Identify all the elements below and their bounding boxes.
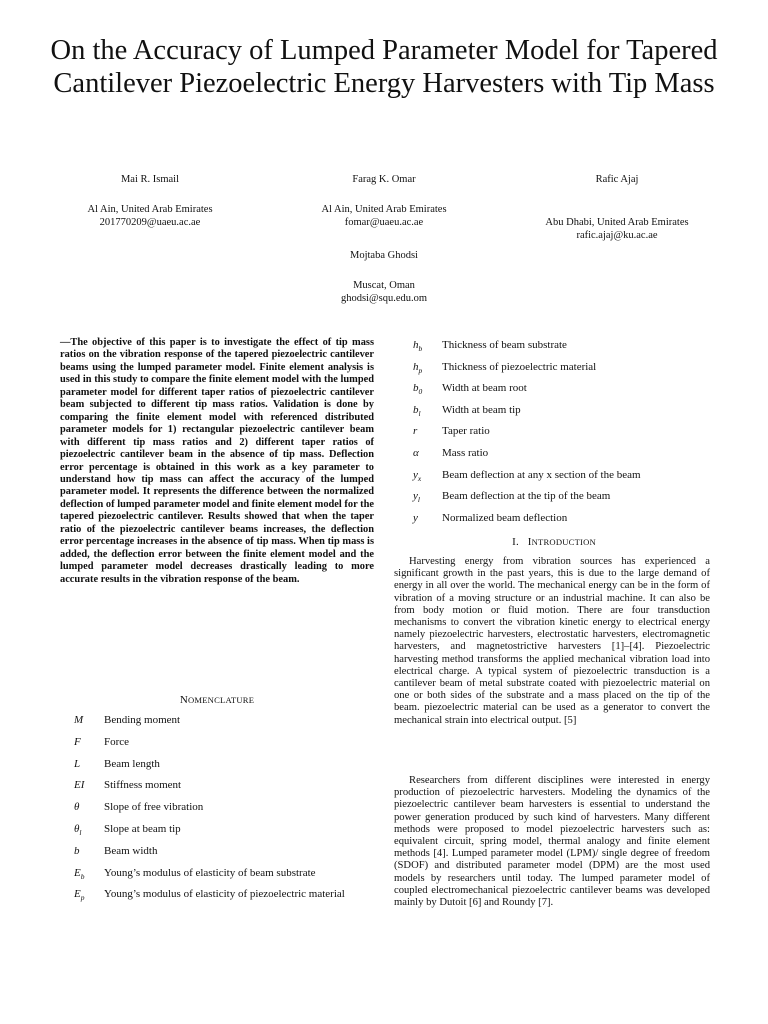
author-block-3 (512, 173, 722, 242)
symbol-base: E (74, 866, 81, 879)
nomenclature-definition: Young’s modulus of elasticity of piezoelectric material (104, 888, 345, 901)
nomenclature-symbol (413, 404, 421, 420)
nomenclature-definition: Beam width (104, 844, 158, 857)
intro-paragraph: Harvesting energy from vibration sources has experienced a significant growth in the past years, this is due to the large demand of energy in all over the world. The mechanical energy can be in the form of vibration of a moving structure or an industrial machine. It can also be from body motion or fluid motion. There are four transduction mechanisms to convert the vibration kinetic energy to electrical energy namely piezoelectric harvesters, electrostatic harvesters, electromagnetic harvesters, and magnetostrictive harvesters [1]–[4]. Piezoelectric harvesting method transforms the applied mechanical vibration load into electrical charge. A typical system of piezoelectric transduction is a cantilever beam of metal substrate coated with piezoelectric material on one or both sides of the substrate and a mass placed on the tip of the beam. piezoelectric material can be used as a generator to convert the mechanical strain into electrical output. [5] (394, 556, 710, 726)
nomenclature-definition: Beam deflection at the tip of the beam (442, 490, 611, 503)
nomenclature-definition: Width at beam root (442, 382, 527, 395)
author-affiliation: Al Ain, United Arab Emirates (321, 204, 447, 215)
symbol-base: M (74, 714, 84, 726)
author-affiliation: Abu Dhabi, United Arab Emirates (545, 217, 689, 228)
symbol-subscript: l (418, 408, 421, 418)
symbol-base: F (74, 735, 81, 748)
abstract: —The objective of this paper is to investigate the effect of tip mass ratios on the vibration response of the tapered piezoelectric cantilever beams using the lumped parameter model. Finite element analysis is used in this study to compare the finite element model with the lumped parameter model for different taper ratios of piezoelectric cantilever beam subjected to different tip mass ratios. Validation is done by comparing the finite element model with referenced distributed parameter models for 1) rectangular piezoelectric cantilever beam with different tip mass ratios and 2) different taper ratios of piezoelectric cantilever beam in the absence of tip mass. Deflection error percentage is obtained in this work as a key parameter to understand how tip mass can affect the accuracy of the lumped parameter model. It represents the difference between the normalized deflection of lumped parameter model and finite element model for the tapered piezoelectric cantilever. Results showed that when the taper ratio of the piezoelectric cantilever beams increases, the deflection error percentage increases in the absence of tip mass. When tip mass is added, the deflection error between the finite element model and the lumped parameter model decreases drastically leading to more accurate results in the vibration response of the beam. (60, 337, 374, 585)
nomenclature-symbol (74, 758, 80, 771)
symbol-subscript: b (418, 344, 423, 354)
symbol-base: EI (74, 779, 85, 792)
nomenclature-symbol (74, 867, 84, 883)
author-affiliation: Muscat, Oman (353, 280, 415, 291)
symbol-base: θ (74, 823, 80, 835)
author-name: Rafic Ajaj (595, 174, 639, 185)
intro-paragraph: Researchers from different disciplines were interested in energy production of piezoelectric harvesters. Modeling the dynamics of the piezoelectric cantilever beam harvesters is essential to understand the power generation produced by such kind of harvesters. Many different methods were proposed to model piezoelectric harvesters such as: equivalent circuit, spring model, thermal analogy and finite element methods [4]. Lumped parameter model (LPM)/ single degree of freedom (SDOF) and distributed parameter model (DPM) are the most used models by researchers until today. The lumped parameter model of coupled electromechanical piezoelectric cantilever beams was developed mainly by Dutoit [6] and Roundy [7]. (394, 775, 710, 909)
nomenclature-definition: Mass ratio (442, 447, 489, 459)
nomenclature-definition: Beam deflection at any x section of the beam (442, 468, 641, 481)
nomenclature-definition: Thickness of beam substrate (442, 339, 567, 351)
nomenclature-definition: Force (104, 735, 130, 748)
symbol-base: r (413, 425, 418, 438)
symbol-base: h (413, 360, 419, 373)
author-email: ghodsi@squ.edu.om (340, 293, 428, 304)
symbol-base: h (413, 339, 419, 351)
author-name: Mai R. Ismail (120, 174, 180, 185)
author-name: Mojtaba Ghodsi (350, 250, 418, 261)
symbol-base: y (413, 490, 418, 503)
nomenclature-definition: Young’s modulus of elasticity of beam substrate (104, 866, 316, 879)
symbol-base: θ (74, 801, 80, 814)
nomenclature-symbol (413, 361, 422, 377)
nomenclature-symbol (74, 801, 79, 814)
nomenclature-heading: NOMENCLATURE (179, 694, 255, 706)
nomenclature-symbol (413, 469, 421, 485)
symbol-subscript: l (417, 495, 420, 505)
nomenclature-definition: Beam length (104, 757, 160, 770)
nomenclature-symbol (74, 888, 84, 904)
symbol-subscript: p (418, 365, 423, 375)
nomenclature-symbol (413, 425, 417, 438)
author-name: Farag K. Omar (352, 174, 416, 185)
nomenclature-definition: Normalized beam deflection (442, 511, 568, 524)
nomenclature-symbol (413, 490, 420, 506)
symbol-subscript: p (80, 893, 85, 903)
author-email: 201770209@uaeu.ac.ae (99, 217, 201, 228)
symbol-base: y (413, 511, 418, 524)
nomenclature-definition: Stiffness moment (104, 779, 182, 792)
nomenclature-definition: Slope of free vibration (104, 801, 204, 814)
symbol-subscript: x (417, 473, 422, 483)
nomenclature-symbol (74, 845, 80, 858)
nomenclature-symbol (74, 714, 83, 727)
paper-title: On the Accuracy of Lumped Parameter Model for Tapered Cantilever Piezoelectric Energy Harvesters with Tip Mass (50, 35, 718, 99)
symbol-base: L (74, 757, 81, 770)
nomenclature-definition: Slope at beam tip (104, 823, 181, 835)
author-affiliation: Al Ain, United Arab Emirates (87, 204, 213, 215)
nomenclature-definition: Width at beam tip (442, 403, 521, 416)
symbol-subscript: b (80, 871, 85, 881)
symbol-base: b (74, 844, 80, 857)
nomenclature-symbol (413, 447, 419, 460)
nomenclature-definition: Thickness of piezoelectric material (442, 360, 597, 373)
symbol-subscript: 0 (418, 387, 423, 397)
author-email: fomar@uaeu.ac.ae (344, 217, 424, 228)
symbol-base: b (413, 403, 419, 416)
symbol-base: α (413, 447, 419, 459)
nomenclature-symbol (74, 736, 81, 749)
author-block-4 (284, 249, 484, 305)
author-email: rafic.ajaj@ku.ac.ae (576, 230, 658, 241)
nomenclature-symbol (413, 339, 422, 355)
nomenclature-definition: Taper ratio (442, 425, 490, 438)
nomenclature-symbol (413, 512, 418, 525)
nomenclature-symbol (413, 382, 422, 398)
nomenclature-symbol (74, 823, 82, 839)
introduction-heading: I. INTRODUCTION (512, 536, 596, 548)
nomenclature-symbol (74, 779, 84, 792)
symbol-base: E (74, 888, 81, 901)
author-block-1 (50, 173, 250, 229)
symbol-base: b (413, 382, 419, 395)
symbol-base: y (413, 468, 418, 481)
nomenclature-definition: Bending moment (104, 714, 181, 726)
symbol-subscript: l (79, 828, 82, 838)
author-block-2 (284, 173, 484, 229)
